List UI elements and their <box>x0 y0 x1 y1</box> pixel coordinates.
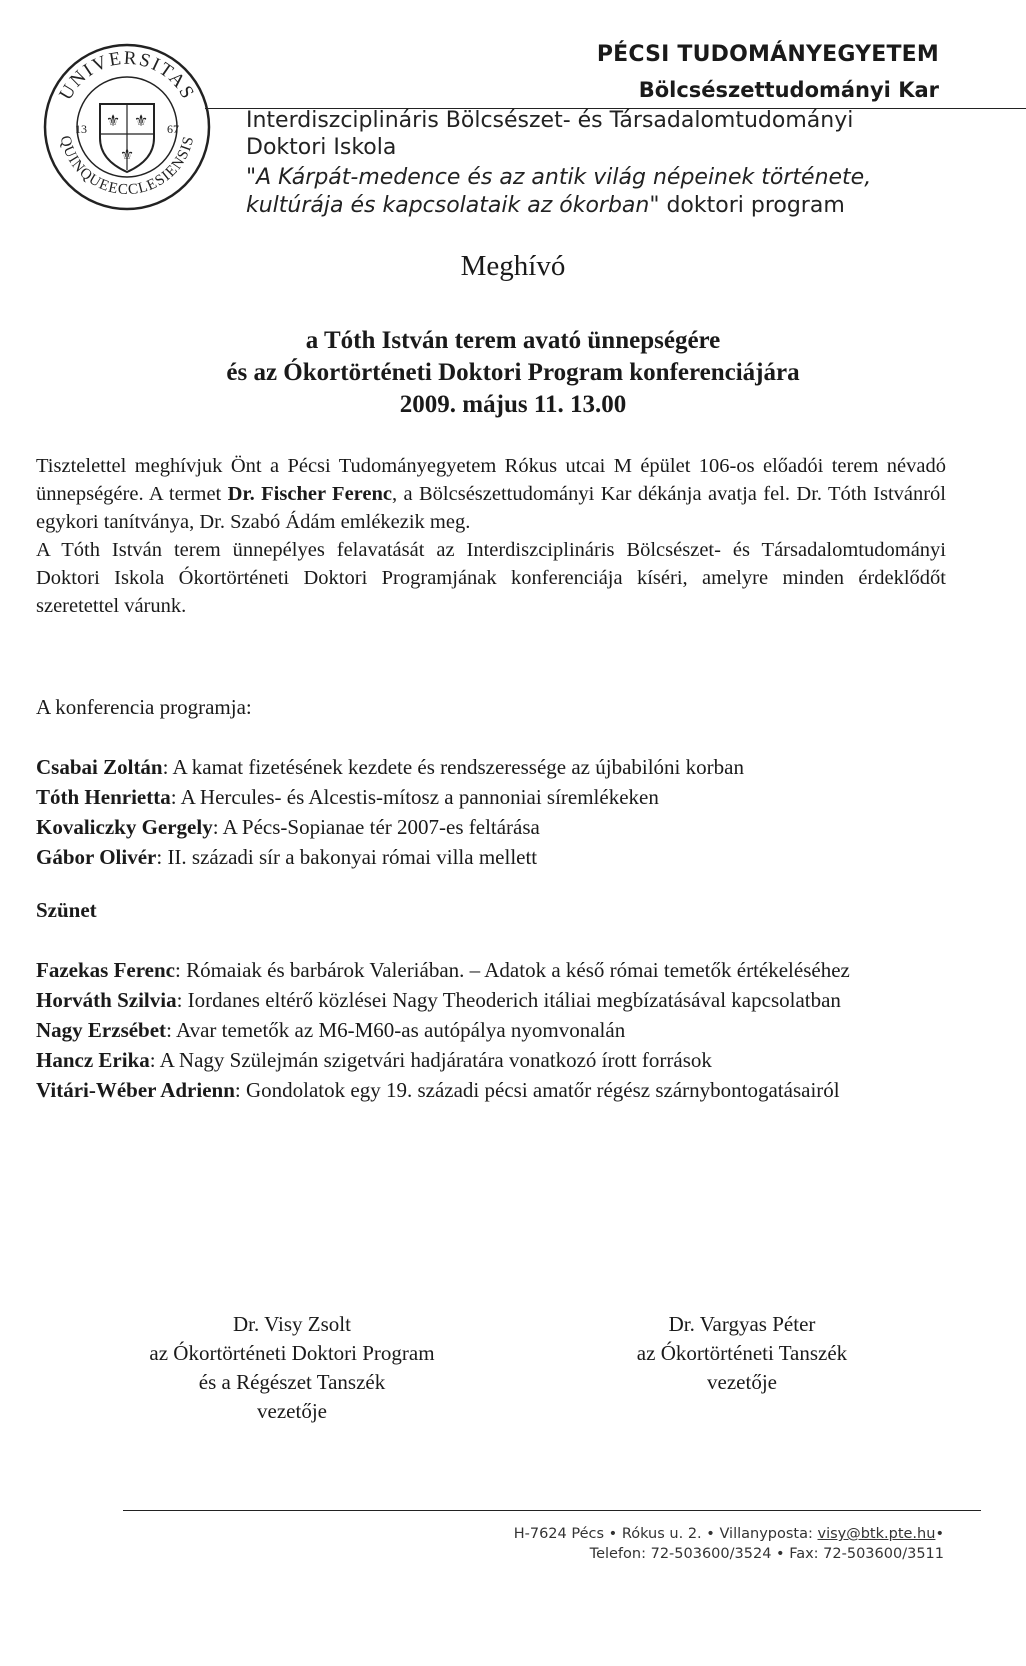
seal-year-left: 13 <box>75 122 87 136</box>
talk-title: : A Hercules- és Alcestis-mítosz a pannoniai síremlékeken <box>170 785 659 809</box>
signatory-name: Dr. Visy Zsolt <box>233 1312 351 1336</box>
talk-item <box>36 1045 946 1075</box>
doctoral-program <box>246 164 871 220</box>
speaker-name: Tóth Henrietta <box>36 785 171 809</box>
talk-title: : A kamat fizetésének kezdete és rendszeressége az újbabilóni korban <box>162 755 744 779</box>
signatory-role: vezetője <box>257 1399 327 1423</box>
signatory-name: Dr. Vargyas Péter <box>668 1312 816 1336</box>
speaker-name: Gábor Olivér <box>36 845 157 869</box>
talk-item <box>36 1075 946 1105</box>
school-line-2: Doktori Iskola <box>246 135 397 160</box>
faculty-name: Bölcsészettudományi Kar <box>638 78 939 102</box>
talk-title: : Avar temetők az M6-M60-as autópálya nyomvonalán <box>166 1018 626 1042</box>
university-seal <box>42 42 212 212</box>
subtitle-line-2: és az Ókortörténeti Doktori Program konferenciájára <box>226 359 800 386</box>
svg-text:⚜: ⚜ <box>133 111 149 130</box>
talk-title: : A Nagy Szülejmán szigetvári hadjáratára vonatkozó írott források <box>149 1048 712 1072</box>
intro-text-a: Tisztelettel meghívjuk Önt a Pécsi Tudományegyetem Rókus utcai M épület 106-os előadói terem névadó ünnepségére. A termet <box>36 455 946 505</box>
talk-item <box>36 782 946 812</box>
intro-text-b: , a Bölcsészettudományi Kar dékánja avatja fel. Dr. Tóth Istvánról egykori tanítványa, Dr. Szabó Ádám emlékezik meg. <box>36 483 947 533</box>
event-date: 2009. május 11. 13.00 <box>399 391 627 418</box>
seal-year-right: 67 <box>167 122 179 136</box>
invitation-text <box>36 452 946 620</box>
footer-address: H-7624 Pécs <box>513 1526 605 1542</box>
talk-item <box>36 812 946 842</box>
talk-title: : Rómaiak és barbárok Valeriában. – Adatok a késő római temetők értékeléséhez <box>174 958 850 982</box>
speaker-name: Horváth Szilvia <box>36 988 177 1012</box>
dean-name: Dr. Fischer Ferenc <box>227 483 393 505</box>
speaker-name: Nagy Erzsébet <box>36 1018 167 1042</box>
talk-item <box>36 985 946 1015</box>
program-title-line-1: "A Kárpát-medence és az antik világ népeinek története, <box>246 165 872 190</box>
signatory-role: és a Régészet Tanszék <box>198 1370 386 1394</box>
signatory-role: az Ókortörténeti Doktori Program <box>149 1341 435 1365</box>
break-label: Szünet <box>36 898 97 922</box>
intro-paragraph-1 <box>36 452 946 536</box>
seal-bottom-text: QUINQUEECCLESIENSIS <box>56 134 198 199</box>
svg-text:UNIVERSITAS <box>55 48 199 104</box>
event-subtitle <box>0 325 1026 421</box>
page-title: Meghívó <box>460 250 566 282</box>
session-1-list <box>36 752 946 872</box>
university-name: PÉCSI TUDOMÁNYEGYETEM <box>596 42 939 67</box>
intro-paragraph-2: A Tóth István terem ünnepélyes felavatását az Interdiszciplináris Bölcsészet- és Társadalomtudományi Doktori Iskola Ókortörténeti Doktori Programjának konferenciája kíséri, amelyre minden érdeklődőt szeretettel várunk. <box>36 539 946 617</box>
seal-top-text: UNIVERSITAS <box>55 47 199 104</box>
footer-phone: Telefon: 72-503600/3524 <box>589 1546 772 1562</box>
talk-item <box>36 955 946 985</box>
signature-left <box>112 1310 472 1426</box>
signatory-role: vezetője <box>707 1370 777 1394</box>
footer-street: Rókus u. 2. <box>621 1526 702 1542</box>
talk-item <box>36 752 946 782</box>
speaker-name: Csabai Zoltán <box>36 755 163 779</box>
signatory-role: az Ókortörténeti Tanszék <box>636 1341 848 1365</box>
talk-item <box>36 842 946 872</box>
program-title-line-2: kultúrája és kapcsolataik az ókorban <box>246 193 650 218</box>
footer-fax: Fax: 72-503600/3511 <box>789 1546 944 1562</box>
talk-item <box>36 1015 946 1045</box>
svg-text:⚜: ⚜ <box>119 145 135 164</box>
school-line-1: Interdiszciplináris Bölcsészet- és Társadalomtudományi <box>246 108 854 133</box>
speaker-name: Fazekas Ferenc <box>36 958 175 982</box>
program-tail: " doktori program <box>649 193 845 218</box>
program-heading: A konferencia programja: <box>36 695 252 719</box>
speaker-name: Hancz Erika <box>36 1048 150 1072</box>
talk-title: : Gondolatok egy 19. századi pécsi amatőr régész szárnybontogatásairól <box>234 1078 840 1102</box>
doctoral-school <box>246 107 853 161</box>
subtitle-line-1: a Tóth István terem avató ünnepségére <box>305 327 721 354</box>
speaker-name: Kovaliczky Gergely <box>36 815 213 839</box>
footer-email-link[interactable]: visy@btk.pte.hu <box>817 1526 936 1542</box>
signature-right <box>562 1310 922 1397</box>
talk-title: : A Pécs-Sopianae tér 2007-es feltárása <box>212 815 540 839</box>
footer-email-label: Villanyposta: <box>719 1526 818 1542</box>
talk-title: : II. századi sír a bakonyai római villa mellett <box>156 845 538 869</box>
svg-text:⚜: ⚜ <box>105 111 121 130</box>
footer-divider <box>123 1510 981 1511</box>
speaker-name: Vitári-Wéber Adrienn <box>36 1078 235 1102</box>
talk-title: : Iordanes eltérő közlései Nagy Theoderich itáliai megbízatásával kapcsolatban <box>176 988 841 1012</box>
session-2-list <box>36 955 946 1105</box>
footer-contact: H-7624 Pécs • Rókus u. 2. • Villanyposta: visy@btk.pte.hu• Telefon: 72-503600/3524 • Fax: 72-503600/3511 <box>513 1526 944 1562</box>
